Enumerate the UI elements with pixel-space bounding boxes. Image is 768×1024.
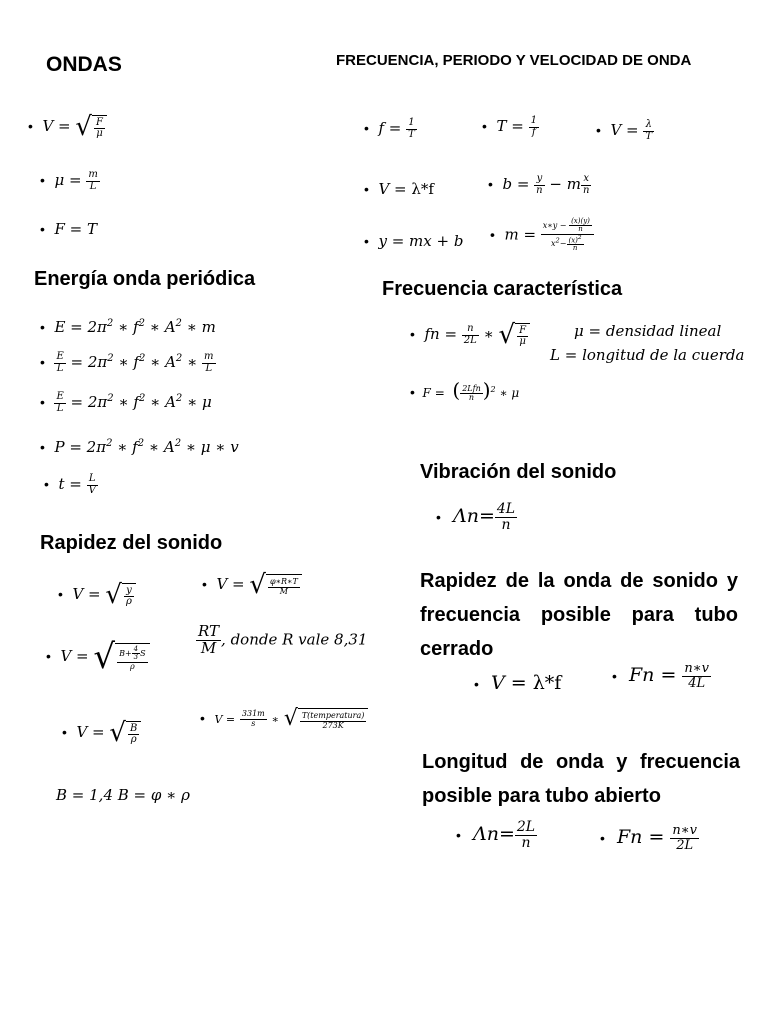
bullet: • [28, 118, 33, 134]
formula-intercept: • b = $\frac{y}{n}$ − m $\frac{x}{n}$ [488, 173, 590, 196]
formula-speed-lambda-f: • V = λ*f [364, 180, 434, 198]
right-title: FRECUENCIA, PERIODO Y VELOCIDAD DE ONDA [336, 52, 692, 69]
formula-linear-density: • μ = $\frac{m}{L}$ [40, 169, 98, 192]
formula-frequency-open: • Fn = $\frac{n∗v}{2L}$ [600, 823, 697, 853]
formula-sound-speed-ideal-gas: • V = √ $\frac{\varphi∗R∗T}{M}$ [202, 572, 302, 598]
formula-energy-per-length-mu: • $\frac{E}{L}$ = $2\pi^2$ ∗ $f^2$ ∗ $A^2$ ∗ μ [40, 391, 212, 414]
formula-speed-closed: • V = λ*f [474, 672, 562, 694]
temp-label: T(temperatura) [301, 711, 365, 721]
closed-tube-heading: Rapidez de la onda de sonido y frecuencia posible para tubo cerrado [420, 570, 738, 660]
formula-line: • y = mx + b [364, 232, 464, 250]
b-values: B = 1,4 B = φ ∗ ρ [56, 786, 190, 804]
energy-heading: Energía onda periódica [34, 268, 256, 290]
l-definition: L = longitud de la cuerda [550, 346, 745, 364]
rt-note: $\frac{RT}{M}$ , donde R vale 8,31 [198, 622, 368, 657]
formula-speed-lambda-t: • V = $\frac{\lambda}{T}$ [596, 119, 653, 142]
formula-frequency: • f = $\frac{1}{T}$ [364, 117, 415, 140]
vibration-heading: Vibración del sonido [420, 461, 617, 483]
mu-definition: μ = densidad lineal [574, 322, 722, 340]
formula-force-tension: • F = T [40, 220, 97, 238]
formula-sound-speed-solid: • V = √ B+ $\frac{4}{3}$ S ρ [46, 640, 150, 674]
formula-wave-speed: • V = √ $\frac{F}{\mu}$ [28, 114, 107, 140]
formula-tension-from-frequency: • F = ( 2Lfn n )$^2$ ∗ μ [410, 378, 520, 402]
formula-slope: • m = x∗y − $\frac{(x)(y)}{n}$ $x^2-$ $\frac{(x)^2}{n}$ [490, 218, 594, 253]
formula-wavelength-closed: • Λn= $\frac{4L}{n}$ [436, 501, 516, 533]
formula-time: • t = $\frac{L}{V}$ [44, 473, 96, 496]
formula-sound-speed-temperature: • V = $\frac{331m}{s}$ ∗ √ T(temperatura) 273K [200, 708, 368, 730]
formula-power: • $P = 2\pi^2$ ∗ $f^2$ ∗ $A^2$ ∗ μ ∗ v [40, 438, 239, 456]
page-title: ONDAS [46, 53, 122, 76]
formula-sound-speed-gas: • V = √ $\frac{y}{\rho}$ [58, 582, 136, 608]
temp-constant: 273K [322, 720, 344, 730]
formula-harmonic-frequency: • fn = $\frac{n}{2L}$ ∗ √ $\frac{F}{\mu}$ [410, 322, 530, 348]
rt-note-text: , donde R vale 8,31 [221, 630, 368, 649]
formula-period: • T = $\frac{1}{f}$ [482, 115, 537, 138]
formula-sound-speed-liquid: • V = √ $\frac{B}{\rho}$ [62, 720, 141, 746]
formula-energy-per-length: • $\frac{E}{L}$ = $2\pi^2$ ∗ $f^2$ ∗ $A^2$ ∗ $\frac{m}{L}$ [40, 351, 214, 374]
formula-energy: • $E = 2\pi^2$ ∗ $f^2$ ∗ $A^2$ ∗ m [40, 318, 216, 336]
formula-frequency-closed: • Fn = $\frac{n∗v}{4L}$ [612, 661, 709, 691]
formula-wavelength-open: • Λn= $\frac{2L}{n}$ [456, 819, 536, 851]
characteristic-frequency-heading: Frecuencia característica [382, 278, 623, 300]
sound-speed-heading: Rapidez del sonido [40, 532, 223, 554]
open-tube-heading: Longitud de onda y frecuencia posible para tubo abierto [422, 751, 740, 807]
